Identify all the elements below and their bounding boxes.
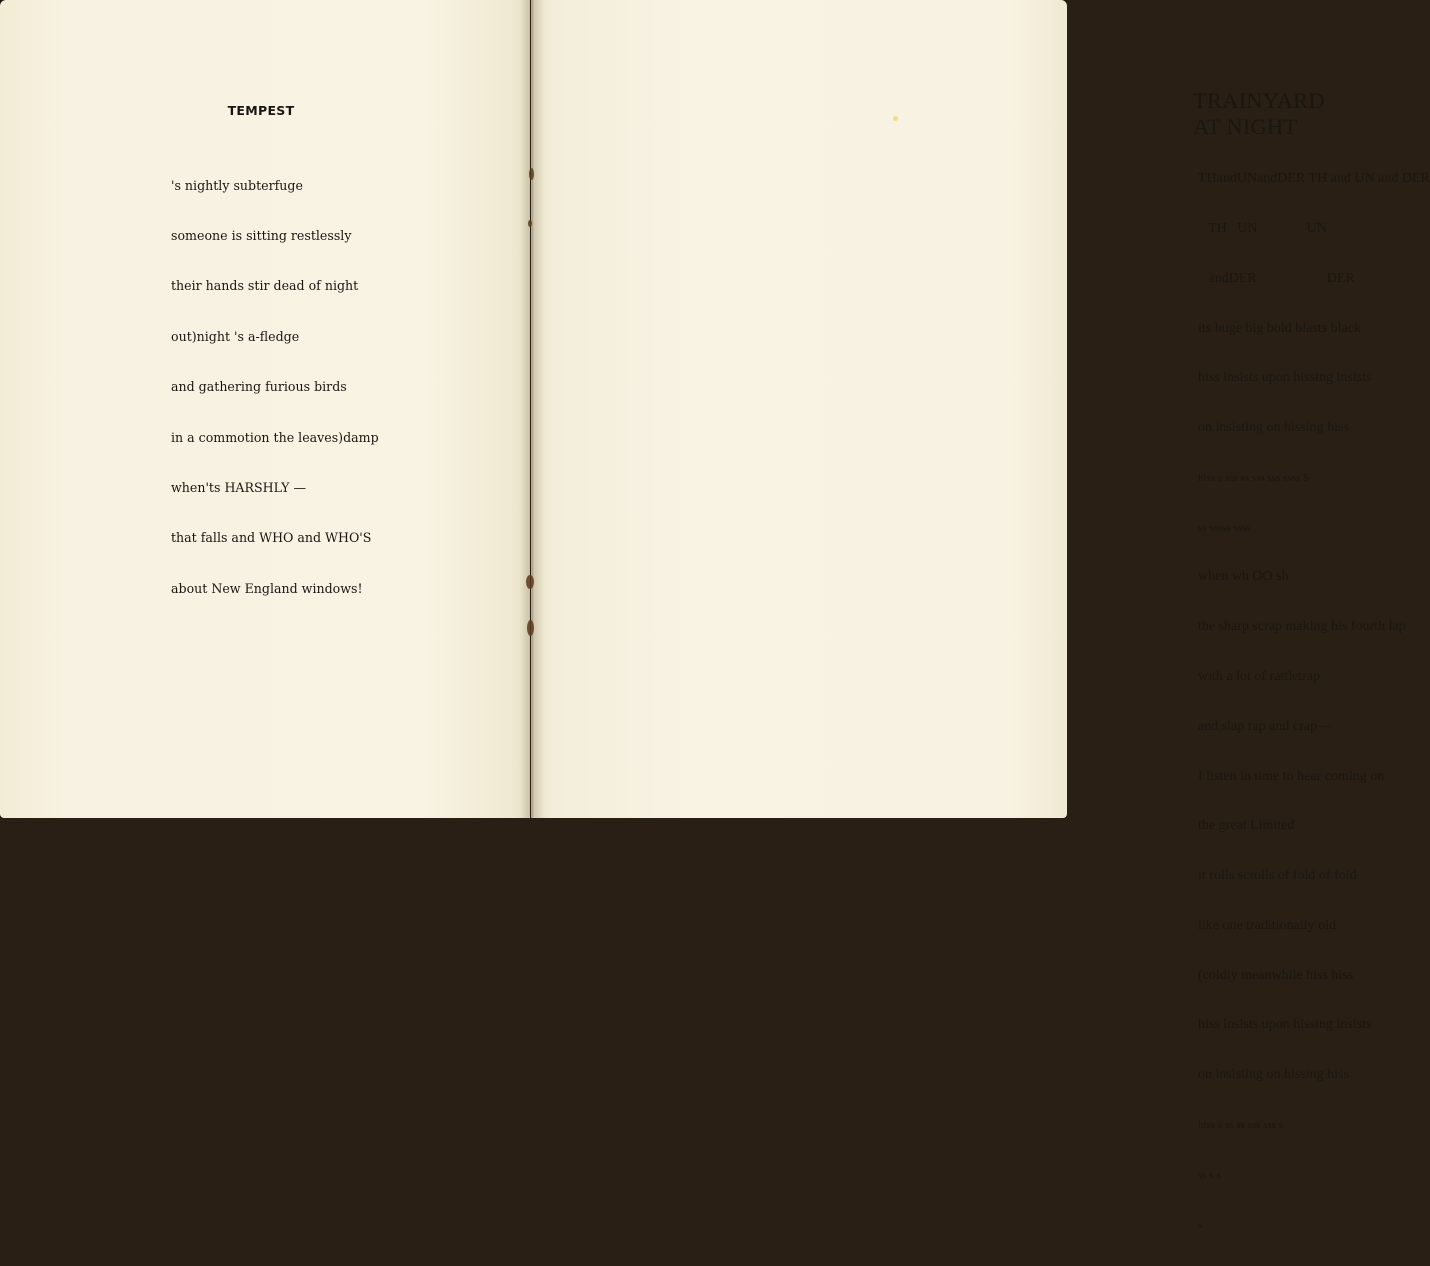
binding-stain xyxy=(528,220,532,227)
right-page xyxy=(531,0,1430,1231)
poem-line: their hands stir dead of night xyxy=(171,278,359,294)
binding-stain xyxy=(527,620,534,636)
poem-line: (coldly meanwhile hiss hiss xyxy=(1198,967,1354,983)
left-poem xyxy=(171,144,379,631)
right-poem xyxy=(1198,138,1430,1266)
poem-line: with a lot of rattletrap xyxy=(1198,669,1321,684)
poem-line: and gathering furious birds xyxy=(171,379,347,395)
binding-stain xyxy=(526,575,534,589)
poem-line: TH UN UN xyxy=(1198,220,1327,236)
poem-line: the sharp scrap making his fourth lap xyxy=(1198,619,1406,635)
poem-line: that falls and WHO and WHO'S xyxy=(171,530,372,546)
poem-line: like one traditionally old xyxy=(1198,917,1337,933)
right-page-title: TRAINYARD AT NIGHT xyxy=(1193,88,1325,139)
poem-line: about New England windows! xyxy=(171,580,363,596)
binding-stain xyxy=(529,168,534,180)
poem-line: in a commotion the leaves)damp xyxy=(171,429,379,445)
poem-line: I listen in time to hear coming on xyxy=(1198,768,1385,784)
poem-line: out)night 's a-fledge xyxy=(171,328,300,344)
poem-line: on insisting on hissing hiss xyxy=(1198,420,1349,436)
poem-line: and slap rap and crap— xyxy=(1198,718,1331,734)
paper-spot xyxy=(893,116,898,121)
left-page xyxy=(0,0,530,818)
poem-line: it rolls scrolls of fold of fold xyxy=(1198,868,1357,884)
left-page-title: TEMPEST xyxy=(227,103,295,118)
poem-line: hiss s sss ss sss sss ssss S xyxy=(1198,471,1309,484)
poem-line: hiss insists upon hissing insists xyxy=(1198,1017,1372,1033)
poem-line: andDER DER xyxy=(1198,270,1355,286)
poem-line: THandUNandDER TH and UN and DER xyxy=(1198,171,1430,187)
poem-line: on insisting on hissing hiss xyxy=(1198,1067,1349,1083)
poem-line: the great Limited xyxy=(1198,818,1295,834)
poem-line: when'ts HARSHLY — xyxy=(171,479,307,495)
poem-line: hiss s ss ss sss sss s xyxy=(1198,1119,1283,1132)
poem-line: someone is sitting restlessly xyxy=(171,227,352,243)
poem-line: ss s s xyxy=(1198,1168,1221,1181)
poem-line: s xyxy=(1198,1218,1203,1231)
poem-line: hiss insists upon hissing insists xyxy=(1198,370,1372,386)
poem-line: when wh OO sh xyxy=(1198,569,1289,585)
poem-line: ss sssss ssss xyxy=(1198,521,1251,534)
poem-line: 's nightly subterfuge xyxy=(171,177,303,193)
poem-line: its huge big bold blasts black xyxy=(1198,320,1361,336)
